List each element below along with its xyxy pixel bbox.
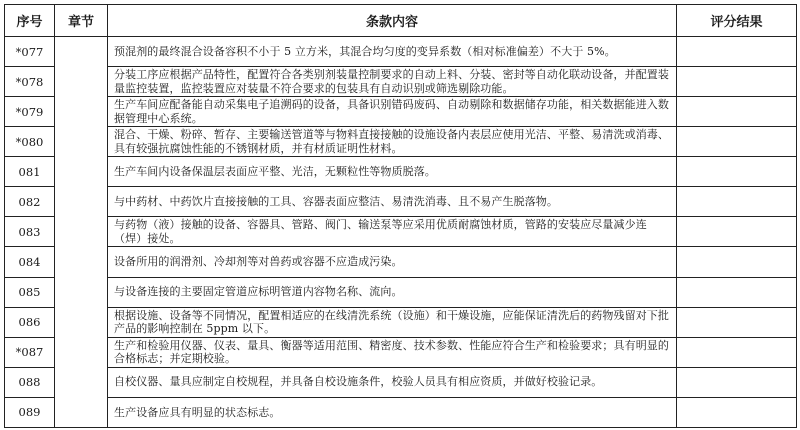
row-content: 分装工序应根据产品特性，配置符合各类别剂装量控制要求的自动上料、分装、密封等自动化联动设备，并配置装量监控装置，监控装置应对装量不符合要求的包装具有自动识别或筛选剔除功能。 bbox=[108, 67, 677, 97]
result-cell[interactable] bbox=[677, 337, 797, 367]
header-no: 序号 bbox=[5, 5, 55, 37]
row-content: 与药物（液）接触的设备、容器具、管路、阀门、输送泵等应采用优质耐腐蚀材质，管路的安装应尽量减少连（焊）接处。 bbox=[108, 217, 677, 247]
header-row bbox=[5, 5, 797, 37]
chapter-cell bbox=[55, 37, 108, 428]
header-chapter: 章节 bbox=[55, 5, 108, 37]
header-content: 条款内容 bbox=[108, 5, 677, 37]
result-cell[interactable] bbox=[677, 67, 797, 97]
row-content: 与设备连接的主要固定管道应标明管道内容物名称、流向。 bbox=[108, 277, 677, 307]
header-result: 评分结果 bbox=[677, 5, 797, 37]
row-number: *087 bbox=[5, 337, 55, 367]
result-cell[interactable] bbox=[677, 367, 797, 397]
table-row bbox=[5, 127, 797, 157]
scoring-table bbox=[4, 4, 797, 428]
row-number: *078 bbox=[5, 67, 55, 97]
row-number: 086 bbox=[5, 307, 55, 337]
table-row bbox=[5, 97, 797, 127]
row-content: 设备所用的润滑剂、冷却剂等对兽药或容器不应造成污染。 bbox=[108, 247, 677, 277]
row-number: *080 bbox=[5, 127, 55, 157]
result-cell[interactable] bbox=[677, 247, 797, 277]
row-number: 081 bbox=[5, 157, 55, 187]
result-cell[interactable] bbox=[677, 217, 797, 247]
row-number: 083 bbox=[5, 217, 55, 247]
table-row bbox=[5, 247, 797, 277]
row-content: 与中药材、中药饮片直接接触的工具、容器表面应整洁、易清洗消毒、且不易产生脱落物。 bbox=[108, 187, 677, 217]
row-content: 根据设施、设备等不同情况，配置相适应的在线清洗系统（设施）和干燥设施，应能保证清洗后的药物残留对下批产品的影响控制在 5ppm 以下。 bbox=[108, 307, 677, 337]
result-cell[interactable] bbox=[677, 37, 797, 67]
row-number: 088 bbox=[5, 367, 55, 397]
result-cell[interactable] bbox=[677, 127, 797, 157]
result-cell[interactable] bbox=[677, 157, 797, 187]
table-row bbox=[5, 217, 797, 247]
table-row bbox=[5, 67, 797, 97]
row-content: 预混剂的最终混合设备容积不小于 5 立方米，其混合均匀度的变异系数（相对标准偏差）不大于 5%。 bbox=[108, 37, 677, 67]
row-number: 082 bbox=[5, 187, 55, 217]
table-row bbox=[5, 37, 797, 67]
result-cell[interactable] bbox=[677, 97, 797, 127]
result-cell[interactable] bbox=[677, 397, 797, 427]
row-number: *077 bbox=[5, 37, 55, 67]
result-cell[interactable] bbox=[677, 187, 797, 217]
row-number: 084 bbox=[5, 247, 55, 277]
row-number: *079 bbox=[5, 97, 55, 127]
row-number: 085 bbox=[5, 277, 55, 307]
row-content: 生产车间应配备能自动采集电子追溯码的设备，具备识别错码废码、自动剔除和数据储存功能，相关数据能进入数据管理中心系统。 bbox=[108, 97, 677, 127]
table-row bbox=[5, 187, 797, 217]
result-cell[interactable] bbox=[677, 307, 797, 337]
table-row bbox=[5, 307, 797, 337]
table-row bbox=[5, 277, 797, 307]
table-row bbox=[5, 337, 797, 367]
row-content: 生产设备应具有明显的状态标志。 bbox=[108, 397, 677, 427]
row-content: 混合、干燥、粉碎、暂存、主要输送管道等与物料直接接触的设施设备内表层应使用光洁、平整、易清洗或消毒、具有较强抗腐蚀性能的不锈钢材质，并有材质证明性材料。 bbox=[108, 127, 677, 157]
result-cell[interactable] bbox=[677, 277, 797, 307]
table-row bbox=[5, 157, 797, 187]
table-row bbox=[5, 397, 797, 427]
table-row bbox=[5, 367, 797, 397]
row-content: 自校仪器、量具应制定自校规程，并具备自校设施条件，校验人员具有相应资质，并做好校验记录。 bbox=[108, 367, 677, 397]
row-number: 089 bbox=[5, 397, 55, 427]
row-content: 生产车间内设备保温层表面应平整、光洁，无颗粒性等物质脱落。 bbox=[108, 157, 677, 187]
row-content: 生产和检验用仪器、仪表、量具、衡器等适用范围、精密度、技术参数、性能应符合生产和检验要求；具有明显的合格标志；并定期校验。 bbox=[108, 337, 677, 367]
